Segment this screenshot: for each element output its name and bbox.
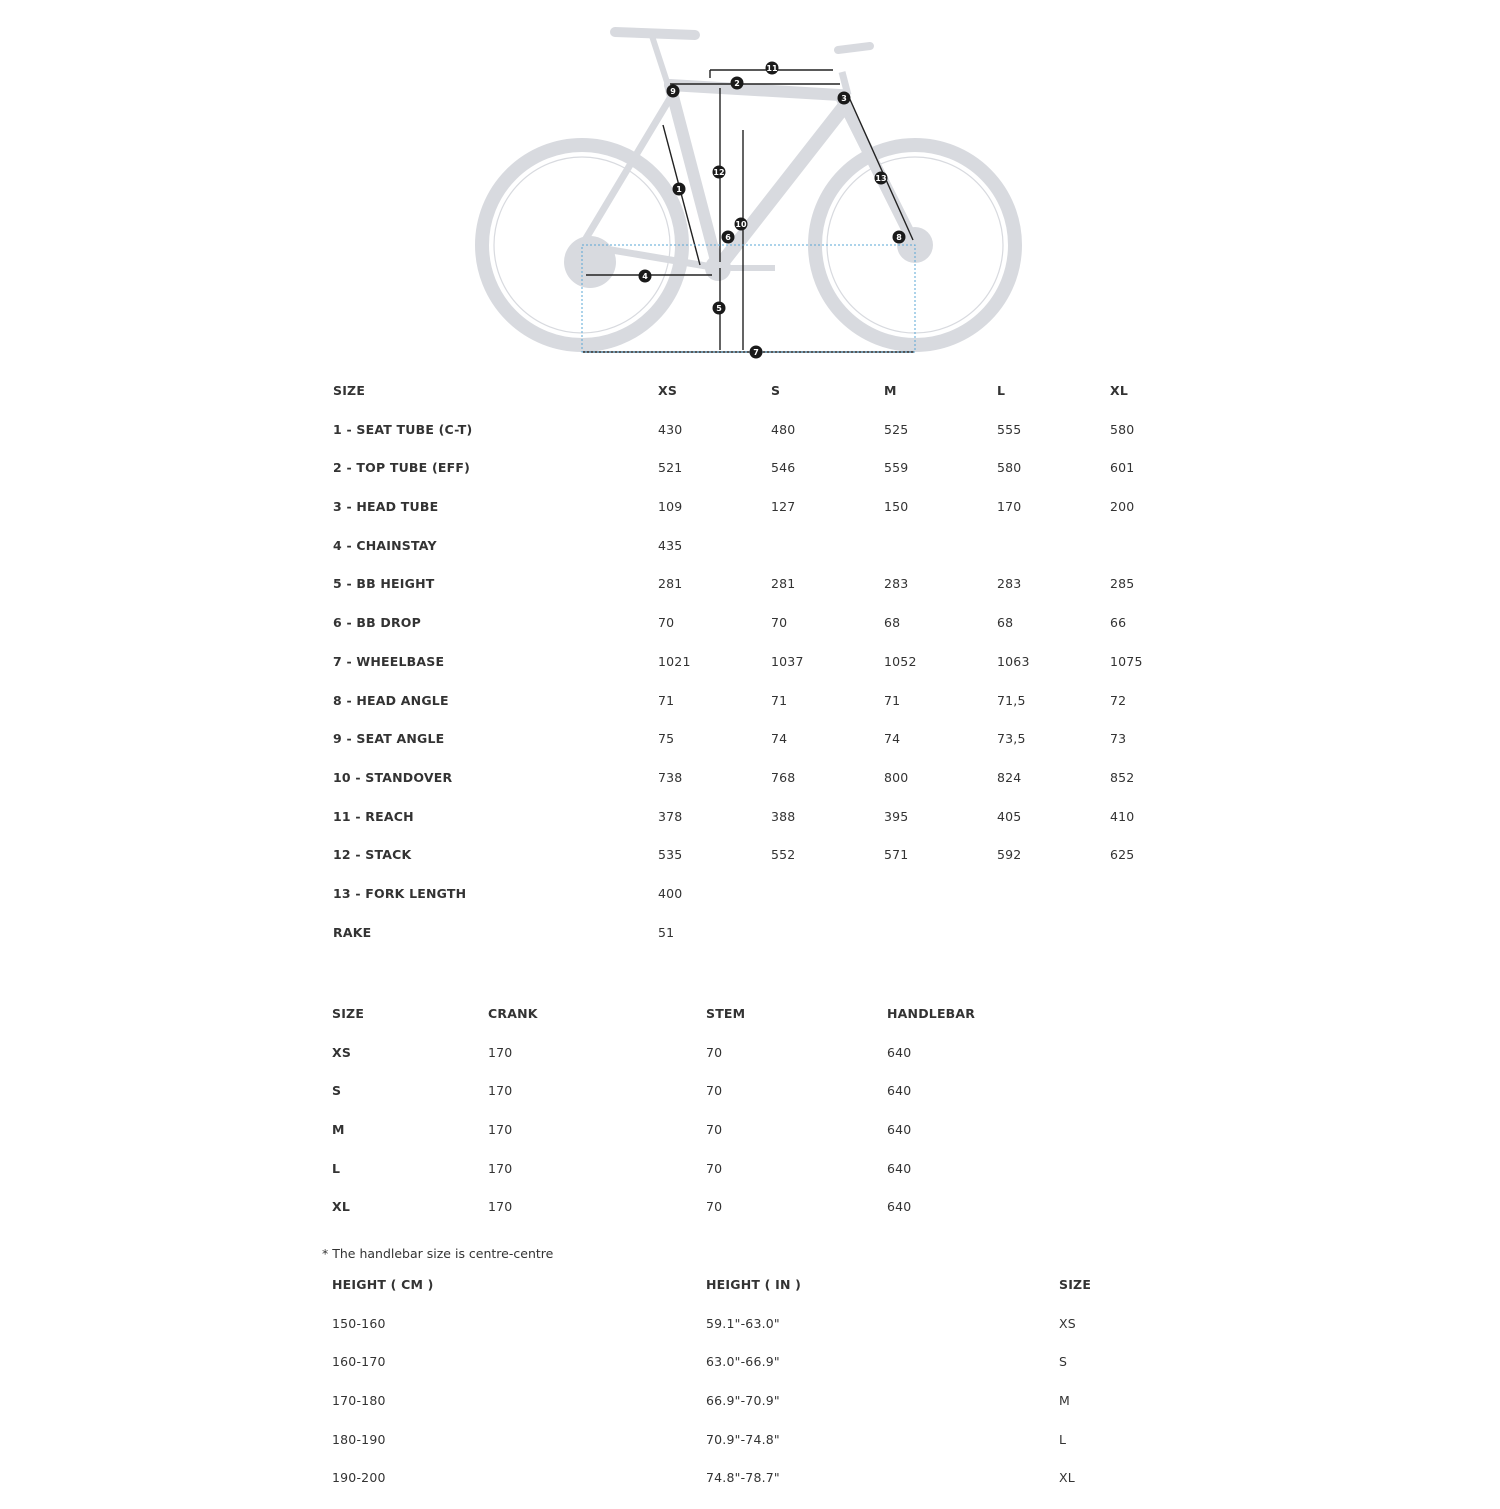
table-cell: 285: [1110, 576, 1135, 592]
table-cell: 738: [658, 769, 683, 785]
table-cell: 640: [887, 1083, 912, 1099]
table-cell: XL: [1059, 1470, 1075, 1486]
table-cell: 71: [884, 692, 901, 708]
table-cell: 68: [884, 615, 901, 631]
column-header: SIZE: [333, 383, 366, 398]
geometry-row: [333, 731, 1233, 770]
geometry-row: [333, 538, 1233, 577]
column-header: CRANK: [488, 1006, 538, 1021]
dimension-marker: [673, 183, 686, 196]
column-header: XL: [1110, 383, 1129, 398]
row-label: 3 - HEAD TUBE: [333, 499, 439, 515]
geometry-row: [333, 615, 1233, 654]
table-cell: 66: [1110, 615, 1127, 631]
column-header: S: [771, 383, 781, 398]
table-cell: 170: [488, 1122, 513, 1138]
table-cell: 571: [884, 847, 909, 863]
table-cell: 68: [997, 615, 1014, 631]
svg-text:12: 12: [713, 168, 725, 177]
geometry-header-row: [333, 383, 1233, 422]
components-row: [332, 1083, 1132, 1122]
table-cell: XS: [1059, 1315, 1076, 1331]
table-cell: 283: [997, 576, 1022, 592]
dimension-marker: [667, 85, 680, 98]
table-cell: 70: [706, 1044, 723, 1060]
column-header: XS: [658, 383, 678, 398]
row-label: 12 - STACK: [333, 847, 412, 863]
table-cell: 71: [658, 692, 675, 708]
table-cell: 410: [1110, 808, 1135, 824]
dimension-marker: [722, 231, 735, 244]
table-cell: 170-180: [332, 1393, 386, 1409]
dimension-marker: [639, 270, 652, 283]
table-cell: 150: [884, 499, 909, 515]
table-cell: 546: [771, 460, 796, 476]
row-label: 6 - BB DROP: [333, 615, 421, 631]
size-guide-row: [332, 1432, 1232, 1471]
svg-text:3: 3: [841, 94, 847, 103]
table-cell: 127: [771, 499, 796, 515]
table-cell: 170: [488, 1160, 513, 1176]
svg-text:7: 7: [753, 348, 759, 357]
geometry-row: [333, 576, 1233, 615]
size-guide-row: [332, 1393, 1232, 1432]
svg-text:13: 13: [875, 174, 887, 183]
table-cell: 71: [771, 692, 788, 708]
size-guide-row: [332, 1354, 1232, 1393]
column-header: SIZE: [1059, 1277, 1092, 1292]
geometry-row: [333, 460, 1233, 499]
components-row: [332, 1122, 1132, 1161]
table-cell: 63.0"-66.9": [706, 1354, 780, 1370]
table-cell: 1075: [1110, 653, 1143, 669]
table-cell: 200: [1110, 499, 1135, 515]
dimension-marker: [735, 218, 748, 231]
size-guide-row: [332, 1316, 1232, 1355]
svg-text:4: 4: [642, 272, 648, 281]
svg-text:8: 8: [896, 233, 902, 242]
table-cell: 70: [658, 615, 675, 631]
table-cell: 405: [997, 808, 1022, 824]
geometry-row: [333, 770, 1233, 809]
table-cell: 190-200: [332, 1470, 386, 1486]
row-label: L: [332, 1160, 341, 1176]
row-label: 5 - BB HEIGHT: [333, 576, 435, 592]
row-label: 9 - SEAT ANGLE: [333, 731, 445, 747]
dimension-marker: [731, 77, 744, 90]
table-cell: 480: [771, 421, 796, 437]
table-cell: S: [1059, 1354, 1068, 1370]
table-cell: 70: [706, 1160, 723, 1176]
geometry-row: [333, 886, 1233, 925]
table-cell: 74: [884, 731, 901, 747]
table-cell: 592: [997, 847, 1022, 863]
table-cell: 70: [771, 615, 788, 631]
geometry-row: [333, 809, 1233, 848]
table-cell: 800: [884, 769, 909, 785]
row-label: 4 - CHAINSTAY: [333, 537, 437, 553]
table-cell: 1037: [771, 653, 804, 669]
table-cell: 555: [997, 421, 1022, 437]
table-cell: 74: [771, 731, 788, 747]
table-cell: 51: [658, 924, 675, 940]
table-cell: 70: [706, 1199, 723, 1215]
geometry-row: [333, 422, 1233, 461]
table-cell: 525: [884, 421, 909, 437]
dimension-marker: [766, 62, 779, 75]
table-cell: 180-190: [332, 1431, 386, 1447]
table-cell: 388: [771, 808, 796, 824]
row-label: M: [332, 1122, 345, 1138]
table-cell: 640: [887, 1044, 912, 1060]
table-cell: 559: [884, 460, 909, 476]
table-cell: 852: [1110, 769, 1135, 785]
table-cell: 281: [771, 576, 796, 592]
table-cell: 378: [658, 808, 683, 824]
column-header: STEM: [706, 1006, 746, 1021]
size-guide-table: [332, 1277, 1232, 1509]
dimension-marker: [875, 172, 888, 185]
components-row: [332, 1045, 1132, 1084]
row-label: 7 - WHEELBASE: [333, 653, 445, 669]
row-label: 11 - REACH: [333, 808, 414, 824]
components-row: [332, 1199, 1132, 1238]
table-cell: 601: [1110, 460, 1135, 476]
table-cell: 170: [488, 1044, 513, 1060]
table-cell: 395: [884, 808, 909, 824]
table-cell: 430: [658, 421, 683, 437]
column-header: HANDLEBAR: [887, 1006, 976, 1021]
row-label: 8 - HEAD ANGLE: [333, 692, 449, 708]
column-header: M: [884, 383, 897, 398]
table-cell: 66.9"-70.9": [706, 1393, 780, 1409]
geometry-row: [333, 847, 1233, 886]
svg-text:9: 9: [670, 87, 676, 96]
table-cell: 73: [1110, 731, 1127, 747]
table-cell: 552: [771, 847, 796, 863]
svg-text:2: 2: [734, 79, 740, 88]
row-label: 13 - FORK LENGTH: [333, 885, 467, 901]
row-label: 1 - SEAT TUBE (C-T): [333, 421, 473, 437]
size-guide-row: [332, 1470, 1232, 1509]
column-header: SIZE: [332, 1006, 365, 1021]
table-cell: 625: [1110, 847, 1135, 863]
dimension-marker: [713, 166, 726, 179]
table-cell: 400: [658, 885, 683, 901]
dimension-marker: [713, 302, 726, 315]
handlebar-note: * The handlebar size is centre-centre: [322, 1246, 554, 1261]
table-cell: 824: [997, 769, 1022, 785]
row-label: RAKE: [333, 924, 372, 940]
components-row: [332, 1161, 1132, 1200]
table-cell: 1063: [997, 653, 1030, 669]
table-cell: M: [1059, 1393, 1070, 1409]
row-label: S: [332, 1083, 342, 1099]
row-label: 2 - TOP TUBE (EFF): [333, 460, 470, 476]
row-label: XS: [332, 1044, 352, 1060]
column-header: HEIGHT ( CM ): [332, 1277, 434, 1292]
components-header-row: [332, 1006, 1132, 1045]
table-cell: 109: [658, 499, 683, 515]
table-cell: 72: [1110, 692, 1127, 708]
table-cell: 59.1"-63.0": [706, 1315, 780, 1331]
column-header: HEIGHT ( IN ): [706, 1277, 802, 1292]
table-cell: 1021: [658, 653, 691, 669]
table-cell: 160-170: [332, 1354, 386, 1370]
bike-geometry-diagram: [470, 20, 1035, 365]
svg-text:10: 10: [735, 220, 747, 229]
row-label: XL: [332, 1199, 351, 1215]
svg-text:1: 1: [676, 185, 682, 194]
geometry-row: [333, 693, 1233, 732]
table-cell: 283: [884, 576, 909, 592]
svg-text:6: 6: [725, 233, 731, 242]
table-cell: 580: [997, 460, 1022, 476]
table-cell: 640: [887, 1122, 912, 1138]
table-cell: 75: [658, 731, 675, 747]
dimension-marker: [893, 231, 906, 244]
table-cell: 170: [997, 499, 1022, 515]
table-cell: 170: [488, 1083, 513, 1099]
table-cell: 70: [706, 1083, 723, 1099]
table-cell: 71,5: [997, 692, 1026, 708]
table-cell: 170: [488, 1199, 513, 1215]
geometry-row: [333, 499, 1233, 538]
table-cell: 70: [706, 1122, 723, 1138]
table-cell: 150-160: [332, 1315, 386, 1331]
table-cell: 580: [1110, 421, 1135, 437]
svg-text:5: 5: [716, 304, 722, 313]
table-cell: 74.8"-78.7": [706, 1470, 780, 1486]
svg-text:11: 11: [766, 64, 778, 73]
table-cell: L: [1059, 1431, 1067, 1447]
table-cell: 70.9"-74.8": [706, 1431, 780, 1447]
table-cell: 535: [658, 847, 683, 863]
table-cell: 768: [771, 769, 796, 785]
size-guide-header-row: [332, 1277, 1232, 1316]
geometry-row: [333, 654, 1233, 693]
row-label: 10 - STANDOVER: [333, 769, 453, 785]
table-cell: 1052: [884, 653, 917, 669]
column-header: L: [997, 383, 1006, 398]
dimension-marker: [750, 346, 763, 359]
components-table: [332, 1006, 1132, 1238]
table-cell: 521: [658, 460, 683, 476]
table-cell: 640: [887, 1199, 912, 1215]
table-cell: 281: [658, 576, 683, 592]
dimension-marker: [838, 92, 851, 105]
table-cell: 640: [887, 1160, 912, 1176]
geometry-table: [333, 383, 1233, 963]
table-cell: 435: [658, 537, 683, 553]
geometry-row: [333, 925, 1233, 964]
table-cell: 73,5: [997, 731, 1026, 747]
